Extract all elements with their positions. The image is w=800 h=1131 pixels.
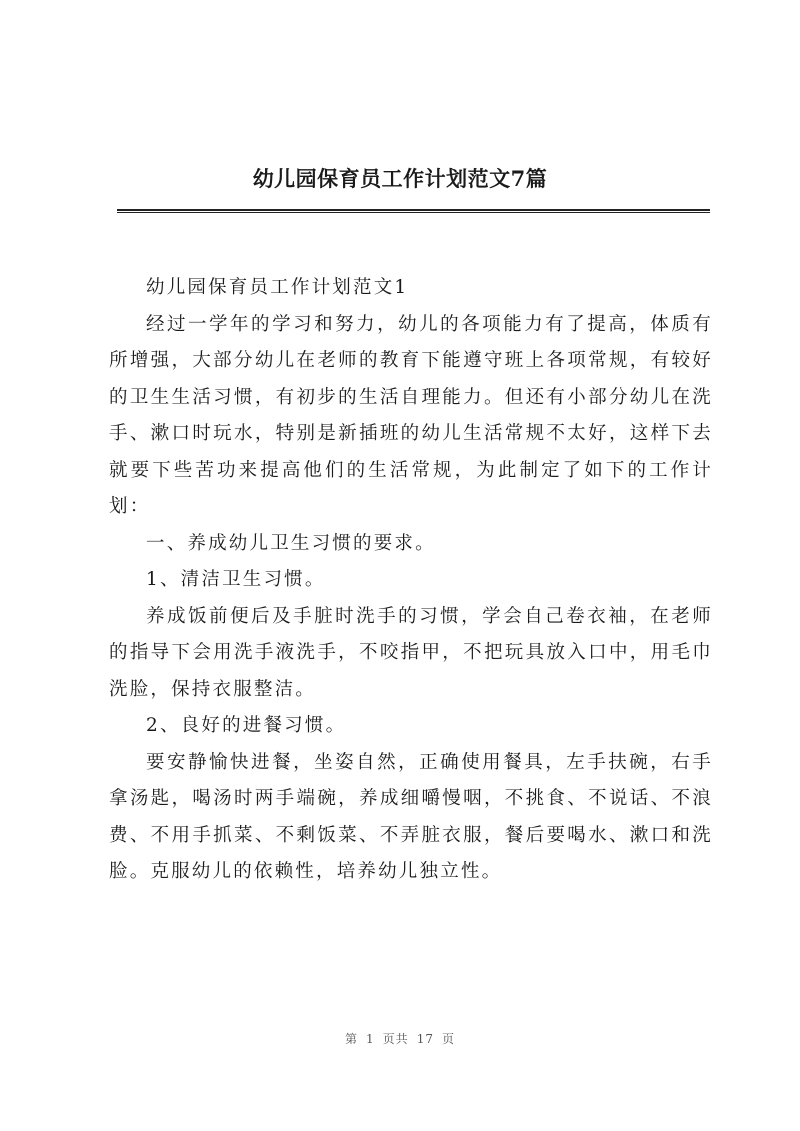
- footer-label-pages: 页: [441, 1032, 455, 1046]
- footer-label-of: 页共: [382, 1032, 409, 1046]
- section-heading: 幼儿园保育员工作计划范文1: [146, 277, 409, 298]
- footer-current-page: 1: [366, 1032, 375, 1046]
- body-paragraph: 经过一学年的学习和努力，幼儿的各项能力有了提高，体质有所增强，大部分幼儿在老师的教育下能遵守班上各项常规，有较好的卫生生活习惯，有初步的生活自理能力。但还有小部分幼儿在洗手、漱口时玩水，特别是新插班的幼儿生活常规不太好，这样下去就要下些苦功来提高他们的生活常规，为此制定了如下的工作计划：: [109, 313, 713, 517]
- item-heading: 2、良好的进餐习惯。: [146, 715, 347, 736]
- footer-total-pages: 17: [416, 1032, 434, 1046]
- body-paragraph: 养成饭前便后及手脏时洗手的习惯，学会自己卷衣袖，在老师的指导下会用洗手液洗手，不咬指甲，不把玩具放入口中，用毛巾洗脸，保持衣服整洁。: [109, 605, 713, 700]
- page-title: 幼儿园保育员工作计划范文7篇: [252, 166, 548, 191]
- item-heading: 1、清洁卫生习惯。: [146, 569, 326, 590]
- body-paragraph: 要安静愉快进餐，坐姿自然，正确使用餐具，左手扶碗，右手拿汤匙，喝汤时两手端碗，养成细嚼慢咽，不挑食、不说话、不浪费、不用手抓菜、不剩饭菜、不弄脏衣服，餐后要喝水、漱口和洗脸。克服幼儿的依赖性，培养幼儿独立性。: [109, 751, 713, 882]
- footer-label-page: 第: [345, 1032, 359, 1046]
- title-divider: [117, 209, 710, 213]
- document-body: [109, 270, 713, 891]
- subsection-heading: 一、养成幼儿卫生习惯的要求。: [146, 532, 436, 554]
- page-footer: [0, 1030, 800, 1047]
